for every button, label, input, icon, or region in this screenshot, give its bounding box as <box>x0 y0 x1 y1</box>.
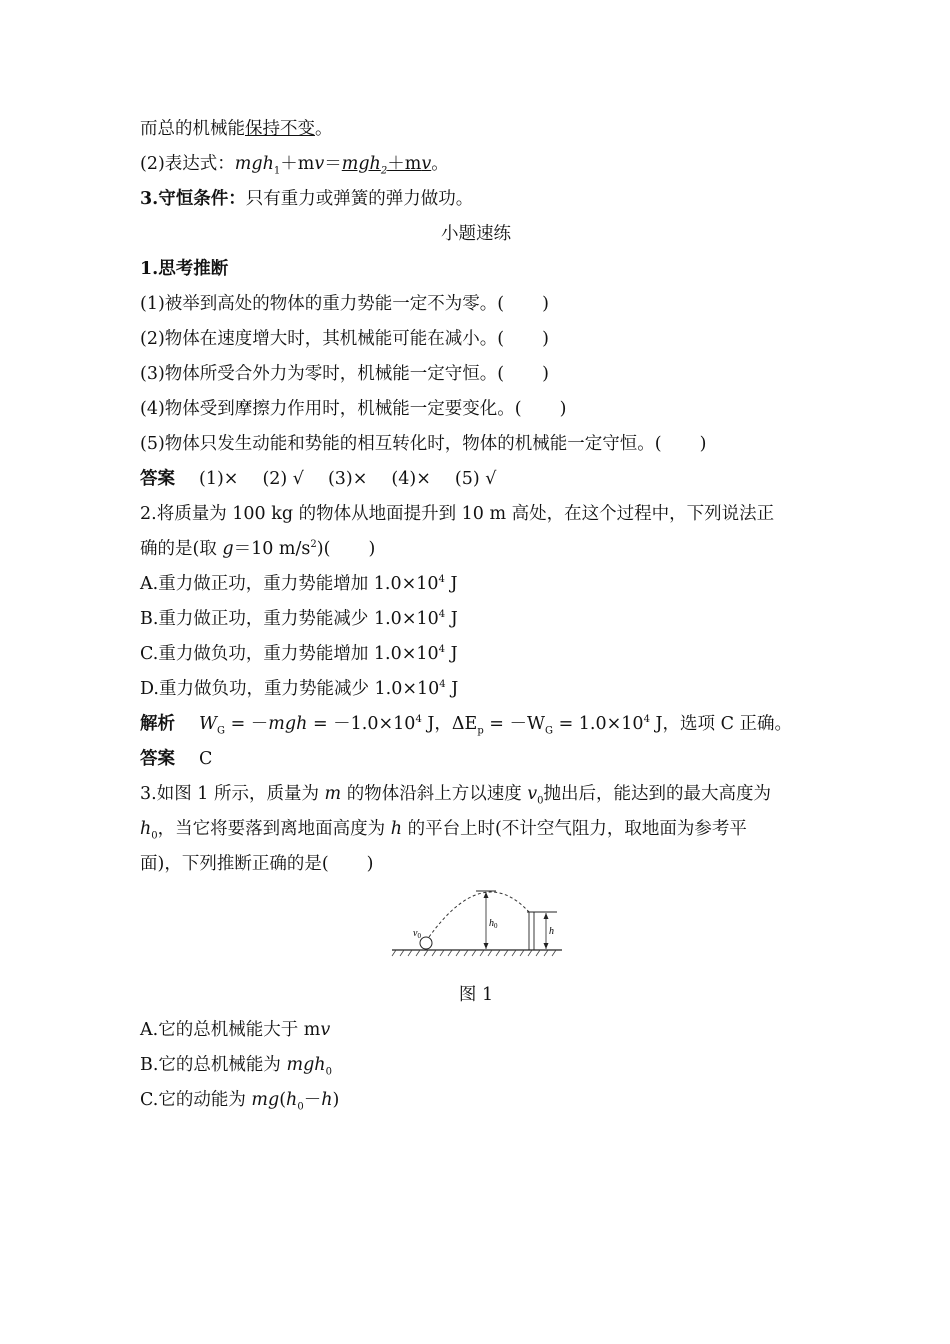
q2-option-d <box>140 672 812 707</box>
option-text: B.它的总机械能为 <box>140 1055 287 1075</box>
expr-rhs-blank <box>341 154 432 177</box>
q3-stem-text: 抛出后，能达到的最大高度为 <box>543 784 772 804</box>
option-mg: mg <box>251 1090 280 1110</box>
close-paren: ) <box>542 294 549 314</box>
intro-text: 而总的机械能 <box>140 119 245 139</box>
q3-h: h <box>390 819 402 839</box>
close-paren: ) <box>542 364 549 384</box>
intro-underlined-blank: 保持不变 <box>245 119 315 139</box>
q1-answer-line <box>140 462 812 497</box>
q3-sub: 0 <box>537 795 544 807</box>
h-arrow-top <box>544 913 549 919</box>
q1-item-text: (3)物体所受合外力为零时，机械能一定守恒。( <box>140 364 505 384</box>
projectile-diagram <box>386 886 566 976</box>
q1-answer: (3)× <box>327 469 368 489</box>
q3-stem-1 <box>140 777 812 812</box>
intro-period: 。 <box>315 119 333 139</box>
option-text: A.它的总机械能大于 m <box>140 1020 321 1040</box>
option-unit: J <box>445 644 458 664</box>
close-paren: ) <box>699 434 707 454</box>
document-page <box>140 112 812 1118</box>
option-exp: 4 <box>438 574 445 586</box>
q2-g: g <box>222 539 234 559</box>
analysis-mgh: mgh <box>268 714 308 734</box>
option-paren: ( <box>279 1090 287 1110</box>
expr-v1: v <box>314 154 325 174</box>
q3-m: m <box>324 784 342 804</box>
analysis-text: = － <box>225 714 269 734</box>
q3-stem-text: ，当它将要落到离地面高度为 <box>157 819 391 839</box>
option-exp: 4 <box>438 644 446 656</box>
close-paren: ) <box>366 854 374 874</box>
analysis-text: = －1.0×10 <box>307 714 416 734</box>
analysis-sub: G <box>217 725 225 737</box>
h0-arrow-bottom <box>484 943 489 949</box>
expr-plus2: ＋m <box>387 154 422 174</box>
q1-item-text: (2)物体在速度增大时，其机械能可能在减小。( <box>140 329 505 349</box>
q1-item-4 <box>140 392 812 427</box>
q2-stem-text: )( <box>316 539 331 559</box>
figure-caption: 图 1 <box>458 985 494 1005</box>
q3-stem-text: 的平台上时(不计空气阻力，取地面为参考平 <box>402 819 747 839</box>
trajectory-path <box>429 892 529 937</box>
answer-label: 答案 <box>140 749 175 769</box>
q3-sub: 0 <box>151 830 158 842</box>
q1-answer: (5) √ <box>454 469 497 489</box>
q2-stem-text: 确的是(取 <box>140 539 223 559</box>
expr-rhs: mgh <box>341 154 381 174</box>
option-text: B.重力做正功，重力势能减少 1.0×10 <box>140 609 439 629</box>
q1-heading: 1.思考推断 <box>140 259 229 279</box>
q2-analysis <box>140 707 812 742</box>
answer-label: 答案 <box>140 469 175 489</box>
analysis-text: = －W <box>483 714 545 734</box>
h-arrow-bottom <box>544 943 549 949</box>
option-exp: 4 <box>439 679 446 691</box>
ball <box>420 937 432 949</box>
option-text: C.它的动能为 <box>140 1090 252 1110</box>
analysis-exp: 4 <box>643 714 650 726</box>
option-sub: 0 <box>297 1101 304 1113</box>
option-text: D.重力做负功，重力势能减少 1.0×10 <box>140 679 440 699</box>
expression-label: (2)表达式： <box>140 154 235 174</box>
projectile-figure <box>140 886 812 978</box>
section-title: 小题速练 <box>441 224 511 244</box>
expr-eq: ＝ <box>324 154 342 174</box>
q3-stem-text: 面)，下列推断正确的是( <box>140 854 329 874</box>
q3-v: v <box>527 784 538 804</box>
expr-lhs-sub: 1 <box>273 165 281 177</box>
analysis-sub: p <box>477 725 484 737</box>
analysis-sub: G <box>545 725 553 737</box>
option-unit: J <box>445 609 458 629</box>
q2-answer-line <box>140 742 812 777</box>
q3-stem-text: 3.如图 1 所示，质量为 <box>140 784 325 804</box>
q1-item-1 <box>140 287 812 322</box>
q1-item-text: (1)被举到高处的物体的重力势能一定不为零。( <box>140 294 505 314</box>
intro-line-1 <box>140 112 812 147</box>
q2-option-b <box>140 602 812 637</box>
q2-sup: 2 <box>310 539 317 551</box>
close-paren: ) <box>368 539 376 559</box>
option-paren: ) <box>332 1090 340 1110</box>
expr-rhs-sub: 2 <box>380 165 388 177</box>
option-minus: － <box>303 1090 322 1110</box>
close-paren: ) <box>559 399 567 419</box>
expression-line <box>140 147 812 182</box>
q1-answer: (2) √ <box>262 469 304 489</box>
analysis-exp: 4 <box>415 714 422 726</box>
q1-item-5 <box>140 427 812 462</box>
close-paren: ) <box>542 329 549 349</box>
option-sub: 0 <box>325 1066 332 1078</box>
q3-h: h <box>140 819 152 839</box>
q1-item-3 <box>140 357 812 392</box>
q2-option-a <box>140 567 812 602</box>
q3-stem-3 <box>140 847 812 882</box>
label-h: h <box>549 926 554 937</box>
option-text: C.重力做负功，重力势能增加 1.0×10 <box>140 644 439 664</box>
expr-v2: v <box>421 154 432 174</box>
q1-item-text: (5)物体只发生动能和势能的相互转化时，物体的机械能一定守恒。( <box>140 434 662 454</box>
condition-text: 只有重力或弹簧的弹力做功。 <box>245 189 474 209</box>
option-mgh: mgh <box>286 1055 326 1075</box>
condition-line <box>140 182 812 217</box>
analysis-label: 解析 <box>140 714 175 734</box>
q1-item-text: (4)物体受到摩擦力作用时，机械能一定要变化。( <box>140 399 522 419</box>
expr-plus1: ＋m <box>280 154 315 174</box>
ground-hatch <box>392 950 556 956</box>
option-h: h <box>321 1090 333 1110</box>
expr-end: 。 <box>431 154 449 174</box>
option-v: v <box>320 1020 331 1040</box>
label-h0: $h_0$ <box>489 918 498 930</box>
expr-lhs: mgh <box>234 154 274 174</box>
q1-item-2 <box>140 322 812 357</box>
option-h: h <box>286 1090 298 1110</box>
condition-label: 3.守恒条件： <box>140 189 246 209</box>
q3-stem-2 <box>140 812 812 847</box>
analysis-text: J，选项 C 正确。 <box>649 714 793 734</box>
q2-answer: C <box>199 749 213 769</box>
option-unit: J <box>445 679 459 699</box>
analysis-text: = 1.0×10 <box>553 714 644 734</box>
q1-answer: (1)× <box>199 469 239 489</box>
q3-option-c <box>140 1083 812 1118</box>
q2-stem-2 <box>140 532 812 567</box>
q2-stem-text: ＝10 m/s <box>233 539 311 559</box>
q3-stem-text: 的物体沿斜上方以速度 <box>341 784 528 804</box>
q3-option-a <box>140 1013 812 1048</box>
q2-stem-1: 2.将质量为 100 kg 的物体从地面提升到 10 m 高处，在这个过程中，下列说法正 <box>140 504 775 524</box>
analysis-text: J，ΔE <box>421 714 478 734</box>
q3-option-b <box>140 1048 812 1083</box>
analysis-w: W <box>199 714 217 734</box>
option-unit: J <box>444 574 458 594</box>
q2-option-c <box>140 637 812 672</box>
option-exp: 4 <box>438 609 446 621</box>
label-v0: $v_0$ <box>413 928 421 940</box>
option-text: A.重力做正功，重力势能增加 1.0×10 <box>140 574 439 594</box>
q1-answer: (4)× <box>391 469 431 489</box>
